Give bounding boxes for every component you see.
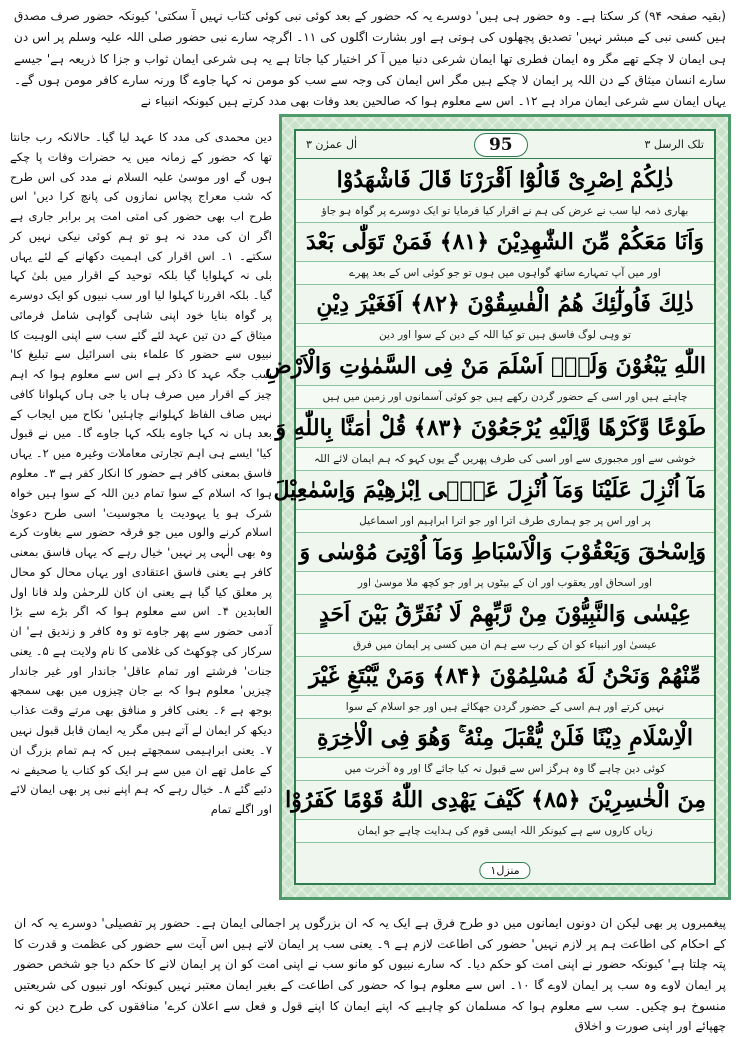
translation-line: کوئی دین چاہے گا وہ ہرگز اس سے قبول نہ کیا جائے گا اور وہ آخرت میں (296, 757, 714, 781)
quran-panel-inner (265, 129, 716, 885)
translation-line: نہیں کرتے اور ہم اسی کے حضور گردن جھکائے ہیں اور جو اسلام کے سوا (296, 695, 714, 719)
arabic-line: الْاِسْلَامِ دِیْنًا فَلَنْ یُّقْبَلَ مِنْهُ ۚ وَهُوَ فِی الْاٰخِرَةِ (317, 725, 693, 751)
translation-line: اور میں آپ تمہارے ساتھ گواہوں میں ہوں تو جو کوئی اس کے بعد پھرے (296, 261, 714, 285)
arabic-line: ذٰلِكَ فَاُولٰٓئِكَ هُمُ الْفٰسِقُوْنَ ﴿۸۲﴾ اَفَغَیْرَ دِیْنِ (316, 291, 694, 317)
translation-line: تو وہی لوگ فاسق ہیں تو کیا اللہ کے دین کے سوا اور دین (296, 323, 714, 347)
translation-line: خوشی سے اور مجبوری سے اور اسی کی طرف پھریں گے یوں کہو کہ ہم ایمان لائے اللہ (296, 447, 714, 471)
translation-line: چاہتے ہیں اور اسی کے حضور گردن رکھے ہیں جو کوئی آسمانوں اور زمین میں ہیں (296, 385, 714, 409)
arabic-line: وَاَنَا مَعَكُمْ مِّنَ الشّٰهِدِیْنَ ﴿۸۱﴾ فَمَنْ تَوَلّٰى بَعْدَ (305, 229, 705, 255)
translation-line: پر اور اس پر جو ہماری طرف اترا اور جو اترا ابراہیم اور اسماعیل (296, 509, 714, 533)
arabic-line: مِّنْهُمْ وَنَحْنُ لَهٗ مُسْلِمُوْنَ ﴿۸۴﴾ وَمَنْ یَّبْتَغِ غَیْرَ (309, 663, 701, 689)
commentary-side: دین محمدی کی مدد کا عہد لیا گیا۔ حالانکہ رب جانتا تھا کہ حضور کے زمانہ میں یہ حضرات وفات پا چکے ہوں گے اور موسیٰ علیہ السلام نے مدد کی اس طرح کہ شب معراج پچاس نمازوں کی پانچ کرا دیں' اس طرح اب بھی حضور کی امتی امت پر برابر جاری ہے اگر ان کی مدد نہ ہو تو ہم کوئی نیکی نہیں کر سکتے۔ ۱۔ اس اقرار کی اہمیت دکھانے کے لئے یہاں بلی نہ کہلوایا گیا بلکہ توحید کے اقرار میں بلیٰ کہا گیا۔ بلکہ اقررنا کہلوا لیا اور سب نبیوں کو ایک دوسرے پر گواہ بنایا خود اپنی شاہی گواہی شامل فرمائی میثاق کے دن تین عہد لئے گئے سب سے اپنی الوہیت کا نبیوں سے حضور کا علماء بنی اسرائیل سے تبلیغ کا' سب جگہ عہد کا ذکر ہے اس سے معلوم ہوا کہ اہم چیز کے اقرار میں صرف ہاں یا جی ہاں کہلوانا کافی نہیں صاف الفاظ کہلوانے چاہئیں' نکاح میں ایجاب کے بعد ہاں نہ کہا جاوے بلکہ کہا جاوے گا۔ میں نے قبول کیا' ایسے ہی اہم تجارتی معاملات وغیرہ میں ۲۔ یہاں فاسق بمعنی کافر ہے حضور کا انکار کفر ہے ۳۔ معلوم ہوا کہ اسلام کے سوا تمام دین اللہ کے سوا ہیں خواہ شرک ہو یا یہودیت یا مجوسیت' اسی طرح دعویٰ اسلام کرنے والوں میں جو فرقہ حضور سے بغاوت کرے وہ بھی الٰہی پر نہیں' خیال رہے کہ یہاں فاسق بمعنی کافر ہے یعنی فاسق اعتقادی اور یہاں محال کو محال پر معلق کیا گیا ہے یعنی ان کان للرحمٰن ولد فانا اول العابدین ۴۔ اس سے معلوم ہوا کہ اگر بڑے سے بڑا آدمی حضور سے پھر جاوے تو وہ کافر و زندیق ہے' ان سرکار کی چوکھٹ کی غلامی کا نام ولایت ہے ۵۔ یعنی جنات' فرشتے اور تمام عاقل' جاندار اور غیر جاندار چیزیں' معلوم ہوا کہ بے جان چیزوں میں بھی سمجھ بوجھ ہے ۶۔ یعنی کافر و منافق بھی مرتے وقت عذاب دیکھ کر ایمان لے آتے ہیں مگر یہ ایمان قابل قبول نہیں ۷۔ یعنی ابراہیمی سمجھتے ہیں کہ ہم تمام بزرگ ان کے عامل تھے ان میں سے ہر ایک کو کتاب یا صحیفے نہ دئیے گئے ۸۔ خیال رہے کہ ہم اپنے نبی پر بھی ایمان لائے اور اگلے تمام (10, 130, 273, 817)
arabic-line: عِیْسٰى وَالنَّبِیُّوْنَ مِنْ رَّبِّهِمْ لَا نُفَرِّقُ بَیْنَ اَحَدٍ (318, 601, 692, 627)
surah-label: اٰل عمرٰن ۳ (306, 138, 358, 151)
commentary-bottom: پیغمبروں پر بھی لیکن ان دونوں ایمانوں میں دو طرح فرق ہے ایک یہ کہ ان بزرگوں پر اجمالی ایمان ہے۔ حضور پر تفصیلی' دوسرے یہ کہ ان کے احکام کی اطاعت ہم پر لازم نہیں' حضور کی اطاعت لازم ہے ۹۔ یعنی سب پر ایمان لاتے ہیں اس آیت سے حضور کی عظمت و قدرت کا پتہ چلتا ہے' کیونکہ حضور نے اپنی امت کو حکم دیا۔ کہ سارے نبیوں کو مانو سب نے اپنی امت کو ان پر ایمان لانے کا حکم دیا جو شخص حضور پر ایمان لاوے وہ سب پر ایمان لاوے گا ۱۰۔ اس سے معلوم ہوا کہ حضور کی اطاعت کے بغیر ایمان معتبر نہیں کیونکہ اور نبیوں کی شریعتیں منسوخ ہو چکیں۔ سب سے معلوم ہوا کہ مسلمان کو چاہیے کہ اپنے ایمان کا اپنے قول و فعل سے اعلان کرے' منافقوں کی طرح دین کو نہ چھپائے اور اپنی صورت و اخلاق (14, 916, 726, 1034)
arabic-line: اللّٰهِ یَبْغُوْنَ وَلَهٗۤ اَسْلَمَ مَنْ فِی السَّمٰوٰتِ وَالْاَرْضِ (265, 353, 706, 379)
page-number: 95 (474, 133, 528, 157)
translation-line: عیسیٰ اور انبیاء کو ان کے رب سے ہم ان میں کسی پر ایمان میں فرق (296, 633, 714, 657)
arabic-line: وَاِسْحٰقَ وَیَعْقُوْبَ وَالْاَسْبَاطِ وَمَآ اُوْتِیَ مُوْسٰى وَ (299, 539, 706, 565)
translation-line: بھاری ذمہ لیا سب نے عرض کی ہم نے اقرار کیا فرمایا تو ایک دوسرے پر گواہ ہو جاؤ (296, 199, 714, 223)
arabic-line: ذٰلِكُمْ اِصْرِیْ قَالُوْٓا اَقْرَرْنَا قَالَ فَاشْهَدُوْا (336, 167, 674, 193)
arabic-line: طَوْعًا وَّكَرْهًا وَّاِلَیْهِ یُرْجَعُوْنَ ﴿۸۳﴾ قُلْ اٰمَنَّا بِاللّٰهِ وَ (275, 415, 706, 441)
arabic-line: مَآ اُنْزِلَ عَلَیْنَا وَمَآ اُنْزِلَ عَلٰۤى اِبْرٰهِیْمَ وَاِسْمٰعِیْلَ (273, 477, 706, 503)
para-label: تلک الرسل ۳ (644, 138, 704, 151)
commentary-top: (بقیہ صفحہ ۹۴) کر سکتا ہے۔ وہ حضور ہی ہیں' دوسرے یہ کہ حضور کے بعد کوئی نبی کوئی کتاب نہیں آ سکتی' کیونکہ حضور صرف مصدق ہیں کسی نبی کے مبشر نہیں' تصدیق پچھلوں کی ہوتی ہے اور بشارت اگلوں کی ۱۱۔ اگرچہ سارے نبی حضور صلی اللہ علیہ وسلم پر اس دن ہی ایمان لا چکے تھے مگر وہ ایمان فطری تھا ایمان شرعی دنیا میں آ کر اختیار کیا جاتا ہے یہ ہی شرعی ایمان ثواب و جزا کا ذریعہ ہے' جیسے سارے انسان میثاق کے دن اللہ پر ایمان لا چکے ہیں مگر اس ایمان کی وجہ سے سب کو مومن نہ کہا جاوے گا ورنہ سارے کافر مومن ہوں گے۔ یہاں ایمان سے شرعی ایمان مراد ہے ۱۲۔ اس سے معلوم ہوا کہ صالحین بعد وفات بھی مدد کرتے ہیں کیونکہ انبیاء نے (14, 9, 726, 109)
verses-block (265, 161, 714, 843)
translation-line: زیاں کاروں سے ہے کیونکر اللہ ایسی قوم کی ہدایت چاہے جو ایمان (296, 819, 714, 843)
quran-panel (265, 114, 731, 900)
translation-line: اور اسحاق اور یعقوب اور ان کے بیٹوں پر اور جو کچھ ملا موسیٰ اور (296, 571, 714, 595)
arabic-line: مِنَ الْخٰسِرِیْنَ ﴿۸۵﴾ كَیْفَ یَهْدِی اللّٰهُ قَوْمًا كَفَرُوْا (285, 787, 706, 813)
manzil-label: منزل۱ (479, 862, 530, 879)
panel-header (296, 131, 714, 159)
